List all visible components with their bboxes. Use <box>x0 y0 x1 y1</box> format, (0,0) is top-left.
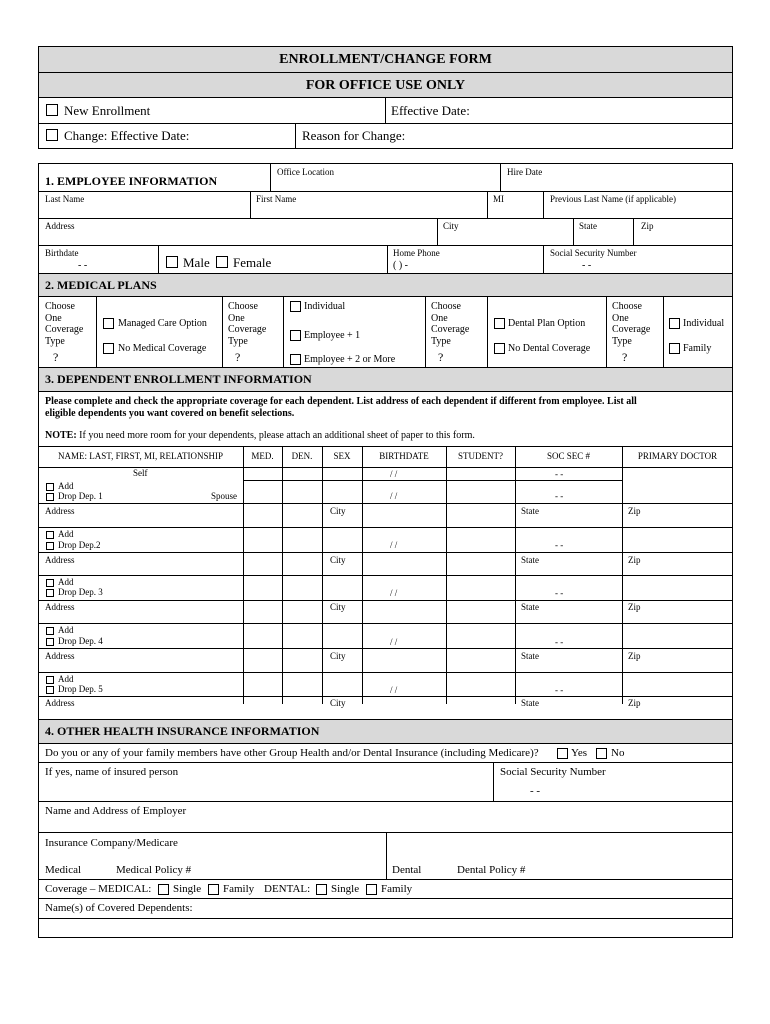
city-label: City <box>443 221 459 231</box>
no-medical-checkbox[interactable] <box>103 343 114 354</box>
add-label: Add <box>58 529 74 539</box>
row-divider <box>38 575 733 576</box>
medical-family-checkbox[interactable] <box>208 884 219 895</box>
mi-label: MI <box>493 194 504 204</box>
drop-dep-4-checkbox[interactable] <box>46 638 54 646</box>
employer-label: Name and Address of Employer <box>45 805 187 817</box>
row-divider <box>38 623 733 624</box>
drop-dep-1-checkbox[interactable] <box>46 493 54 501</box>
divider <box>96 296 97 367</box>
divider <box>500 163 501 191</box>
dep-city-label: City <box>330 555 346 565</box>
employee-plus-1-label: Employee + 1 <box>304 330 361 341</box>
divider <box>295 123 296 149</box>
divider <box>283 296 284 367</box>
section3-instructions-1: Please complete and check the appropriate coverage for each dependent. List address of each dependent if different from employee. List all <box>45 396 637 407</box>
divider <box>38 743 733 744</box>
no-medical-label: No Medical Coverage <box>118 343 207 354</box>
dep-address-label: Address <box>45 602 75 612</box>
row-divider <box>38 672 733 673</box>
divider <box>385 97 386 123</box>
drop-dep-2-label: Drop Dep.2 <box>58 540 101 550</box>
managed-care-checkbox[interactable] <box>103 318 114 329</box>
divider <box>38 245 733 246</box>
add-checkbox[interactable] <box>46 676 54 684</box>
divider <box>437 218 438 245</box>
divider <box>386 832 387 879</box>
drop-dep-3-label: Drop Dep. 3 <box>58 587 103 597</box>
add-checkbox[interactable] <box>46 531 54 539</box>
no-label: No <box>611 747 625 759</box>
divider <box>38 123 733 124</box>
divider <box>573 218 574 245</box>
dental-plan-checkbox[interactable] <box>494 318 505 329</box>
ssn-dashes: - - <box>555 469 564 479</box>
dep-zip-label: Zip <box>628 651 641 661</box>
coverage-dental-label: DENTAL: <box>264 883 311 895</box>
reason-for-change-label: Reason for Change: <box>302 128 406 143</box>
female-checkbox[interactable] <box>216 256 228 268</box>
dental-family-label: Family <box>381 883 413 895</box>
dep-state-label: State <box>521 698 539 708</box>
new-enrollment-checkbox[interactable] <box>46 104 58 116</box>
section3-title: 3. DEPENDENT ENROLLMENT INFORMATION <box>45 372 312 386</box>
dental-question-mark: ? <box>438 350 444 364</box>
section2-title: 2. MEDICAL PLANS <box>45 278 157 292</box>
new-enrollment-label: New Enrollment <box>64 103 151 118</box>
family-checkbox[interactable] <box>669 343 680 354</box>
drop-dep-1-label: Drop Dep. 1 <box>58 491 103 501</box>
change-checkbox[interactable] <box>46 129 58 141</box>
birthdate-slashes: / / <box>390 588 398 598</box>
birthdate-slashes: / / <box>390 685 398 695</box>
drop-dep-3-checkbox[interactable] <box>46 589 54 597</box>
male-label: Male <box>183 255 210 270</box>
add-checkbox[interactable] <box>46 483 54 491</box>
add-checkbox[interactable] <box>46 579 54 587</box>
form-title: ENROLLMENT/CHANGE FORM <box>279 52 492 67</box>
row-divider <box>38 552 733 553</box>
drop-dep-4-label: Drop Dep. 4 <box>58 636 103 646</box>
divider <box>250 191 251 218</box>
ssn-label: Social Security Number <box>550 248 637 258</box>
row-divider <box>38 527 733 528</box>
col-med: MED. <box>251 451 274 461</box>
divider <box>387 245 388 273</box>
dental-family-checkbox[interactable] <box>366 884 377 895</box>
hire-date-label: Hire Date <box>507 167 543 177</box>
medical-label: Medical <box>45 864 82 876</box>
change-effective-date-label: Change: Effective Date: <box>64 128 190 143</box>
dental-single-checkbox[interactable] <box>316 884 327 895</box>
section1-title: 1. EMPLOYEE INFORMATION <box>45 174 218 188</box>
effective-date-label: Effective Date: <box>391 103 470 118</box>
dep-state-label: State <box>521 506 539 516</box>
divider <box>663 296 664 367</box>
divider <box>38 898 733 899</box>
ssn-dashes: - - <box>582 260 592 271</box>
note-label: NOTE: <box>45 430 77 441</box>
coverage-medical-label: Coverage – MEDICAL: <box>45 883 152 895</box>
col-den: DEN. <box>291 451 313 461</box>
add-label: Add <box>58 481 74 491</box>
col-student: STUDENT? <box>458 451 503 461</box>
section4-ssn-dashes: - - <box>530 785 541 797</box>
dep-zip-label: Zip <box>628 555 641 565</box>
divider <box>38 191 733 192</box>
no-checkbox[interactable] <box>596 748 607 759</box>
no-dental-label: No Dental Coverage <box>508 343 591 354</box>
ssn-dashes: - - <box>555 491 564 501</box>
add-checkbox[interactable] <box>46 627 54 635</box>
add-label: Add <box>58 577 74 587</box>
dep-zip-label: Zip <box>628 602 641 612</box>
drop-dep-5-label: Drop Dep. 5 <box>58 684 103 694</box>
managed-care-label: Managed Care Option <box>118 318 207 329</box>
dental-choose-label: Choose One Coverage Type <box>431 301 470 347</box>
individual-label: Individual <box>304 301 346 312</box>
divider <box>38 801 733 802</box>
medical-single-checkbox[interactable] <box>158 884 169 895</box>
row-divider <box>38 648 733 649</box>
add-label: Add <box>58 674 74 684</box>
dental-single-label: Single <box>331 883 360 895</box>
col-primary-doctor: PRIMARY DOCTOR <box>637 451 718 461</box>
add-label: Add <box>58 625 74 635</box>
col-name: NAME: LAST, FIRST, MI, RELATIONSHIP <box>58 451 223 461</box>
dep-city-label: City <box>330 651 346 661</box>
divider <box>38 918 733 919</box>
divider <box>543 191 544 218</box>
dep-address-label: Address <box>45 698 75 708</box>
female-label: Female <box>233 255 272 270</box>
dep-city-label: City <box>330 602 346 612</box>
divider <box>38 391 733 392</box>
other-insurance-question: Do you or any of your family members have other Group Health and/or Dental Insurance (including Medicare)? <box>45 747 539 759</box>
ssn-dashes: - - <box>555 637 564 647</box>
family-label: Family <box>683 343 712 354</box>
dep-address-label: Address <box>45 651 75 661</box>
row-divider <box>38 503 733 504</box>
dep-state-label: State <box>521 555 539 565</box>
employee-plus-1-checkbox[interactable] <box>290 330 301 341</box>
dental-question-mark-2: ? <box>622 350 628 364</box>
dep-address-label: Address <box>45 555 75 565</box>
state-label: State <box>579 221 597 231</box>
office-location-label: Office Location <box>277 167 335 177</box>
office-use-title: FOR OFFICE USE ONLY <box>305 78 466 93</box>
insured-person-label: If yes, name of insured person <box>45 766 179 778</box>
insurance-company-label: Insurance Company/Medicare <box>45 837 178 849</box>
home-phone-format: ( ) - <box>393 260 408 271</box>
birthdate-slashes: / / <box>390 540 398 550</box>
divider <box>38 762 733 763</box>
individual-checkbox[interactable] <box>290 301 301 312</box>
row-divider <box>38 696 733 697</box>
address-label: Address <box>45 221 75 231</box>
spouse-label: Spouse <box>211 491 238 501</box>
yes-label: Yes <box>571 747 588 759</box>
medical-choose-label: Choose One Coverage Type <box>45 301 84 347</box>
ssn-dashes: - - <box>555 588 564 598</box>
yes-checkbox[interactable] <box>557 748 568 759</box>
birthdate-slashes: / / <box>390 637 398 647</box>
section4-title: 4. OTHER HEALTH INSURANCE INFORMATION <box>45 724 320 738</box>
drop-dep-5-checkbox[interactable] <box>46 686 54 694</box>
dep-state-label: State <box>521 602 539 612</box>
dental-policy-label: Dental Policy # <box>457 864 526 876</box>
dental-choose-label-2: Choose One Coverage Type <box>612 301 651 347</box>
dep-zip-label: Zip <box>628 506 641 516</box>
section3-instructions-2: eligible dependents you want covered on benefit selections. <box>45 408 295 419</box>
divider <box>38 879 733 880</box>
divider <box>158 245 159 273</box>
medical-family-label: Family <box>223 883 255 895</box>
divider <box>38 446 733 447</box>
divider <box>222 296 223 367</box>
dental-label: Dental <box>392 864 422 876</box>
medical-choose-label-2: Choose One Coverage Type <box>228 301 267 347</box>
section4-ssn-label: Social Security Number <box>500 766 606 778</box>
zip-label: Zip <box>641 221 654 231</box>
no-dental-checkbox[interactable] <box>494 343 505 354</box>
ssn-dashes: - - <box>555 540 564 550</box>
divider <box>425 296 426 367</box>
covered-dependents-label: Name(s) of Covered Dependents: <box>45 902 193 914</box>
employee-plus-2-label: Employee + 2 or More <box>304 354 396 365</box>
dental-individual-checkbox[interactable] <box>669 318 680 329</box>
birthdate-dashes: - - <box>78 260 88 271</box>
dep-zip-label: Zip <box>628 698 641 708</box>
dental-individual-label: Individual <box>683 318 725 329</box>
note-text: If you need more room for your dependents, please attach an additional sheet of paper to this form. <box>76 430 475 441</box>
previous-last-name-label: Previous Last Name (if applicable) <box>550 194 676 204</box>
medical-question-mark: ? <box>53 350 59 364</box>
divider <box>38 296 733 297</box>
dep-state-label: State <box>521 651 539 661</box>
medical-single-label: Single <box>173 883 202 895</box>
drop-dep-2-checkbox[interactable] <box>46 542 54 550</box>
home-phone-label: Home Phone <box>393 248 440 258</box>
divider <box>270 163 271 191</box>
divider <box>38 218 733 219</box>
male-checkbox[interactable] <box>166 256 178 268</box>
divider <box>543 245 544 273</box>
divider <box>487 296 488 367</box>
divider <box>38 72 733 73</box>
ssn-dashes: - - <box>555 685 564 695</box>
employee-plus-2-checkbox[interactable] <box>290 354 301 365</box>
birthdate-slashes: / / <box>390 491 398 501</box>
birthdate-slashes: / / <box>390 469 398 479</box>
self-label: Self <box>133 468 148 478</box>
row-divider <box>243 480 622 481</box>
medical-question-mark-2: ? <box>235 350 241 364</box>
dental-plan-label: Dental Plan Option <box>508 318 586 329</box>
dep-address-label: Address <box>45 506 75 516</box>
dep-city-label: City <box>330 506 346 516</box>
section3-note <box>45 431 475 441</box>
divider <box>493 762 494 801</box>
first-name-label: First Name <box>256 194 297 204</box>
row-divider <box>38 600 733 601</box>
divider <box>606 296 607 367</box>
divider <box>487 191 488 218</box>
divider <box>633 218 634 245</box>
dep-city-label: City <box>330 698 346 708</box>
col-birthdate: BIRTHDATE <box>379 451 429 461</box>
col-sex: SEX <box>333 451 351 461</box>
birthdate-label: Birthdate <box>45 248 79 258</box>
medical-policy-label: Medical Policy # <box>116 864 192 876</box>
col-soc-sec: SOC SEC # <box>546 451 590 461</box>
last-name-label: Last Name <box>45 194 85 204</box>
